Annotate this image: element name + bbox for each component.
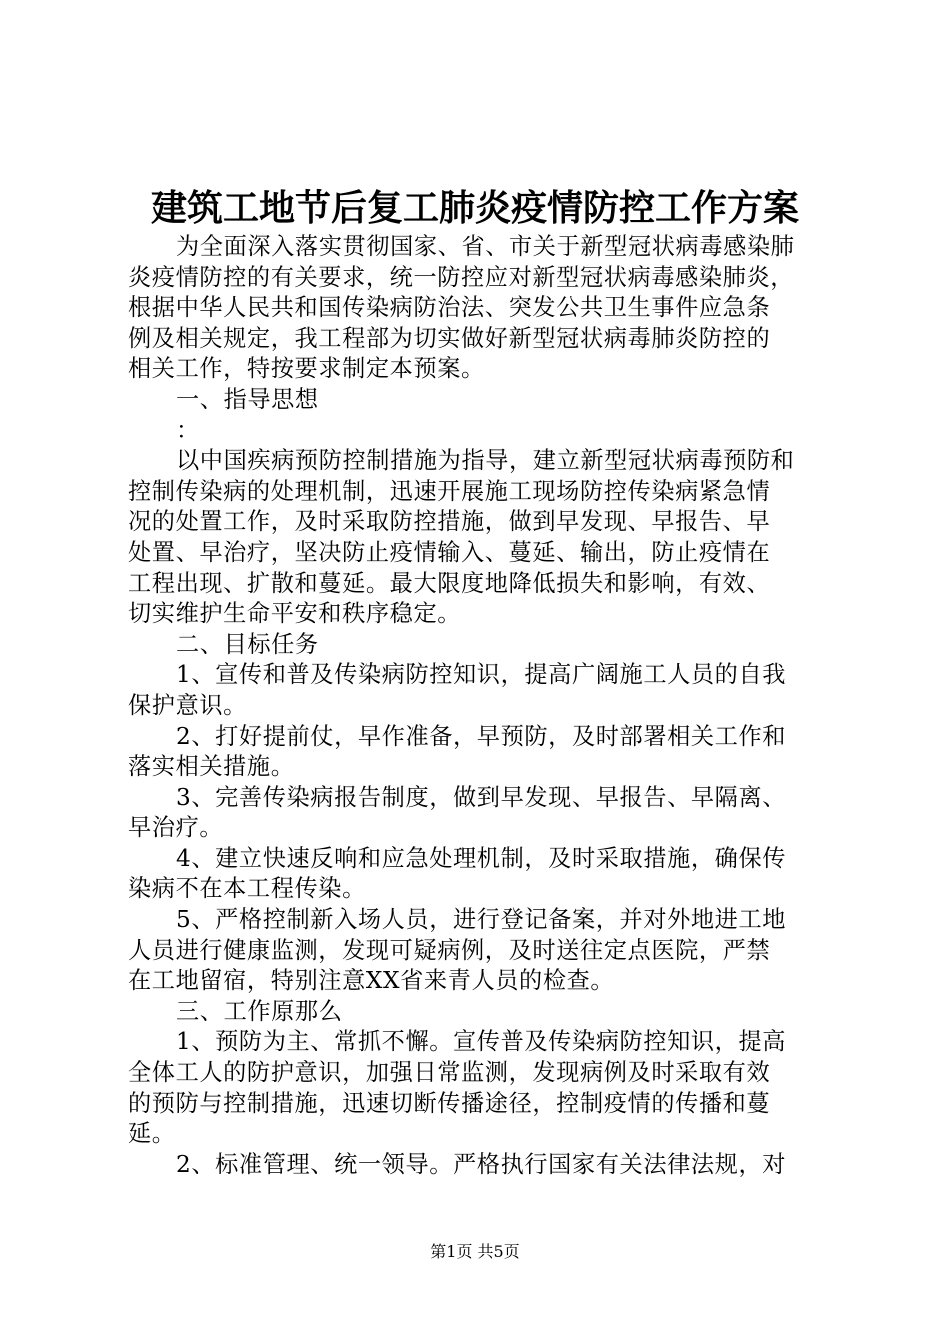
text-line: 为全面深入落实贯彻国家、省、市关于新型冠状病毒感染肺 [176, 233, 795, 260]
text-line: 例及相关规定，我工程部为切实做好新型冠状病毒肺炎防控的 [128, 324, 771, 352]
text-line: 处置、早治疗，坚决防止疫情输入、蔓延、输出，防止疫情在 [128, 538, 771, 566]
text-line: 延。 [128, 1120, 176, 1148]
text-line: 4、建立快速反响和应急处理机制，及时采取措施，确保传 [176, 844, 787, 872]
text-line: 炎疫情防控的有关要求，统一防控应对新型冠状病毒感染肺炎， [128, 263, 795, 291]
text-line: 2、标准管理、统一领导。严格执行国家有关法律法规，对 [176, 1150, 787, 1178]
text-line: 在工地留宿，特别注意XX省来青人员的检查。 [128, 967, 615, 995]
document-body [128, 232, 833, 1180]
text-line: 的预防与控制措施，迅速切断传播途径，控制疫情的传播和蔓 [128, 1089, 771, 1117]
text-line: 2、打好提前仗，早作准备，早预防，及时部署相关工作和 [176, 722, 787, 750]
text-line: 人员进行健康监测，发现可疑病例，及时送往定点医院，严禁 [128, 936, 771, 964]
section-heading-3: 三、工作原那么 [176, 997, 343, 1025]
text-line: 5、严格控制新入场人员，进行登记备案，并对外地进工地 [176, 906, 787, 934]
text-line: 控制传染病的处理机制，迅速开展施工现场防控传染病紧急情 [128, 477, 771, 505]
text-line: 根据中华人民共和国传染病防治法、突发公共卫生事件应急条 [128, 294, 771, 322]
text-line: ： [176, 416, 200, 444]
text-line: 3、完善传染病报告制度，做到早发现、早报告、早隔离、 [176, 783, 787, 811]
text-line: 相关工作，特按要求制定本预案。 [128, 355, 485, 383]
text-line: 1、宣传和普及传染病防控知识，提高广阔施工人员的自我 [176, 661, 787, 689]
section-heading-1: 一、指导思想 [176, 385, 319, 413]
page-footer: 第1页 共5页 [430, 1242, 520, 1261]
text-line: 工程出现、扩散和蔓延。最大限度地降低损失和影响，有效、 [128, 569, 771, 597]
text-line: 早治疗。 [128, 814, 224, 842]
text-line: 以中国疾病预防控制措施为指导，建立新型冠状病毒预防和 [176, 447, 795, 475]
text-line: 落实相关措施。 [128, 753, 295, 781]
text-line: 1、预防为主、常抓不懈。宣传普及传染病防控知识，提高 [176, 1028, 787, 1056]
document-title: 建筑工地节后复工肺炎疫情防控工作方案 [150, 188, 799, 229]
text-line: 染病不在本工程传染。 [128, 875, 366, 903]
text-line: 保护意识。 [128, 691, 247, 719]
text-line: 切实维护生命平安和秩序稳定。 [128, 600, 462, 628]
text-line: 全体工人的防护意识，加强日常监测，发现病例及时采取有效 [128, 1059, 771, 1087]
section-heading-2: 二、目标任务 [176, 630, 319, 658]
text-line: 况的处置工作，及时采取防控措施，做到早发现、早报告、早 [128, 508, 771, 536]
